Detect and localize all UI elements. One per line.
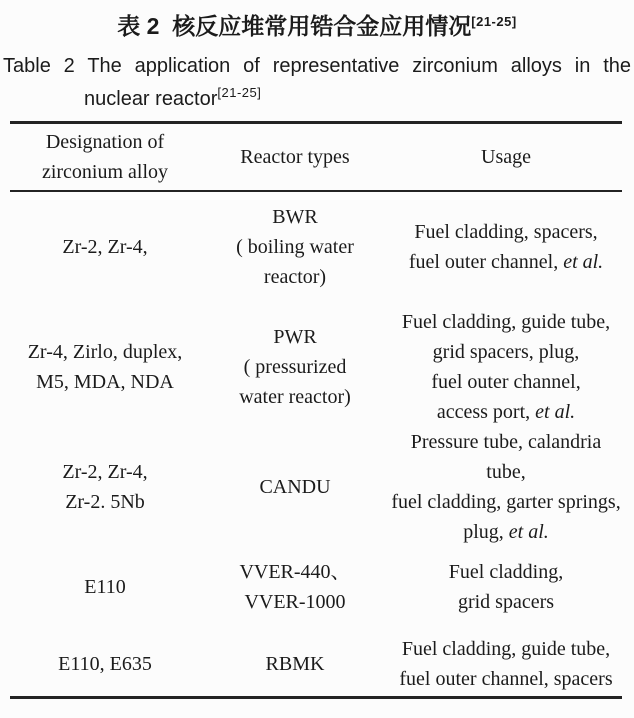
usage-line: Fuel cladding, spacers, [414,221,598,243]
table-caption-chinese [0,11,634,45]
table-header-row [10,124,622,192]
usage-text: fuel outer channel, [408,251,564,273]
reactor-line: CANDU [259,476,331,498]
et-al-italic: et al. [563,251,604,273]
alloy-line: M5, MDA, NDA [36,371,174,393]
cell-reactor-type [200,432,390,542]
table-caption-chinese-text: 表 2 核反应堆常用锆合金应用情况 [117,13,472,39]
reactor-line: VVER-1000 [244,591,346,613]
table-row [10,192,622,302]
cell-reactor-type [200,542,390,632]
reactor-line: ( boiling water [236,236,354,258]
table-caption-english-line1 [0,52,634,81]
reactor-line: PWR [273,326,317,348]
reference-superscript: [21-25] [471,14,517,29]
reactor-line: BWR [272,206,318,228]
reactor-line: reactor) [263,266,327,288]
usage-line: Pressure tube, calandria tube, [410,431,607,483]
usage-text: access port, [436,401,536,423]
cell-alloy [10,432,200,542]
cell-alloy [10,302,200,432]
cell-usage [390,542,622,632]
cell-usage [390,632,622,696]
cell-alloy [10,542,200,632]
cell-reactor-type [200,192,390,302]
header-designation-line1: Designation of [45,131,165,153]
header-reactor-types-label: Reactor types [240,146,350,168]
alloy-line: Zr-2. 5Nb [65,491,145,513]
cell-usage [390,432,622,542]
header-designation-line2: zirconium alloy [41,161,169,183]
cell-reactor-type [200,632,390,696]
table-row [10,542,622,632]
cell-alloy [10,632,200,696]
reference-superscript: [21-25] [217,85,262,100]
header-cell-usage [390,124,622,190]
usage-line [409,247,603,277]
table-caption-english-line2 [0,85,634,115]
et-al-italic: et al. [508,521,549,543]
reactor-line: ( pressurized [243,356,347,378]
usage-line: Fuel cladding, guide tube, [401,638,611,660]
header-cell-designation [10,124,200,190]
header-cell-reactor-types [200,124,390,190]
et-al-italic: et al. [535,401,576,423]
usage-line [437,397,575,427]
alloy-line: Zr-4, Zirlo, duplex, [27,341,183,363]
table-row [10,432,622,542]
alloy-line: E110, E635 [58,653,152,675]
reactor-line: VVER-440、 [239,561,351,583]
alloy-line: E110 [84,576,126,598]
cell-alloy [10,192,200,302]
usage-line: fuel outer channel, [431,371,581,393]
reactor-line: RBMK [265,653,325,675]
table-row [10,302,622,432]
table-caption-english-line1-text: Table 2 The application of representative zirconium alloys in the [3,55,631,77]
usage-line: Fuel cladding, guide tube, [401,311,611,333]
alloy-line: Zr-2, Zr-4, [62,461,148,483]
table-row [10,632,622,696]
usage-text: plug, [463,521,509,543]
usage-line: fuel outer channel, spacers [399,668,613,690]
table-caption-english-line2-text: nuclear reactor [84,88,218,110]
usage-line: grid spacers [457,591,555,613]
usage-line: grid spacers, plug, [432,341,580,363]
usage-line: Fuel cladding, [448,561,564,583]
zirconium-alloy-application-table [10,121,622,699]
cell-usage [390,192,622,302]
header-usage-label: Usage [481,146,531,168]
alloy-line: Zr-2, Zr-4, [62,236,148,258]
usage-line: fuel cladding, garter springs, [391,491,621,513]
reactor-line: water reactor) [239,386,351,408]
cell-reactor-type [200,302,390,432]
cell-usage [390,302,622,432]
